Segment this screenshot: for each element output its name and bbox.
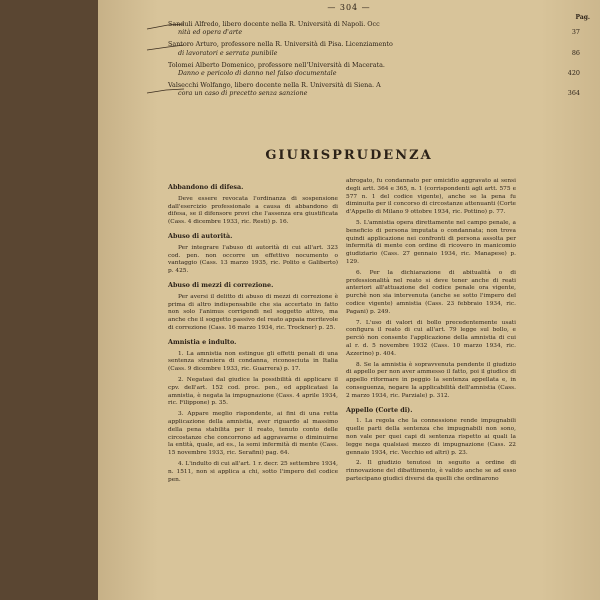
- subheading: Abuso di autorità.: [168, 231, 233, 240]
- right-column: [346, 178, 516, 487]
- paragraph: 6. Per la dichiarazione di abitualità o di professionalità nel reato si deve tener anche di reati anteriori all'attuazione del codice penale ora vigente, purchè non sia intervenuta (anche se sotto l'impero del codice vigente) amnistia (Cass. 23 febbraio 1934, ric. Pagani) p. 249.: [346, 269, 516, 315]
- index-page-ref: 86: [571, 48, 580, 57]
- author-index: [168, 20, 580, 102]
- paragraph: 2. Negatasi dal giudice la possibilità di applicare il cpv. dell'art. 152 cod. proc. pen., ed applicatasi la amnistia, è negata la impugnazione (Cass. 4 aprile 1934, ric. Filippone) p. 35.: [168, 376, 338, 407]
- paragraph: 5. L'amnistia opera direttamente nel campo penale, a beneficio di persona imputata o condannata; non trova quindi applicazione nei confronti di persona assolta per infermità di mente con ordine di ricovero in manicomio giudiziario (Cass. 27 gennaio 1934, ric. Manapese) p. 129.: [346, 219, 516, 265]
- left-column: [168, 178, 338, 487]
- index-page-ref: 37: [571, 28, 580, 37]
- index-entry: Santoro Arturo, professore nella R. Università di Pisa. Licenziamento di lavoratori e serrata punibile 86: [168, 40, 580, 56]
- paragraph: 3. Appare meglio rispondente, ai fini di una retta applicazione della amnistia, aver riguardo al massimo della pena stabilita per il reato, tenuto conto delle circostanze che concorrono ad aggravarne o diminuirne la entità, quale, ad es., la semi infermità di mente (Cass. 15 novembre 1933, ric. Serafini) pag. 64.: [168, 411, 338, 457]
- page-number: — 304 —: [327, 3, 371, 12]
- index-entry: Tolomei Alberto Domenico, professore nell'Università di Macerata. Danno e pericolo di danno nel falso documentale 420: [168, 60, 580, 78]
- pen-mark-icon: [146, 87, 186, 94]
- subheading: Amnistia e indulto.: [168, 337, 237, 346]
- paragraph: Per integrare l'abuso di autorità di cui all'art. 323 cod. pen. non occorre un effettivo nocumento o vantaggio (Cass. 13 marzo 1935, ric. Polito e Galiberto) p. 425.: [168, 244, 338, 275]
- index-page-ref: 420: [567, 69, 580, 78]
- paragraph: 8. Se la amnistia è sopravvenuta pendente il giudizio di appello per non aver ammesso il fatto, poi il giudice di appello riformare in peggio la sentenza appellata e, in conseguenza, negare la applicabilità dell'amnistia (Cass. 2 marzo 1934, ric. Parziale) p. 312.: [346, 361, 516, 399]
- paragraph: abrogato, fu condannato per omicidio aggravato ai sensi degli artt. 364 e 365, n. 1 (corrispondenti agli artt. 575 e 577 n. 1 del codice vigente), anche se la pena fu diminuita per il concorso di circostanze attenuanti (Corte d'Appello di Milano 9 ottobre 1934, ric. Pottino) p. 77.: [346, 178, 516, 216]
- paragraph: 7. L'uso di valori di bollo precedentemente usati configura il reato di cui all'art. 79 legge sul bollo, e perciò non consente l'applicazione della amnistia di cui al r. d. 5 novembre 1932 (Cass. 10 marzo 1934, ric. Azzerino) p. 404.: [346, 319, 516, 357]
- index-page-ref: 364: [567, 89, 580, 98]
- index-entry: Sanduli Alfredo, libero docente nella R. Università di Napoli. Occ nità ed opera d'arte 37: [168, 20, 580, 36]
- subheading: Appello (Corte di).: [346, 405, 413, 414]
- paragraph: 1. La regola che la connessione rende impugnabili quelle parti della sentenza che impugnabili non sono, non vale per quei capi di sentenza rispetto ai quali la legge nega qualsiasi mezzo di impugnazione (Cass. 22 gennaio 1934, ric. Vecchio ed altri) p. 23.: [346, 418, 516, 456]
- page-column-header: Pag.: [575, 14, 590, 21]
- section-heading: GIURISPRUDENZA: [265, 148, 433, 163]
- book-page: [98, 0, 600, 600]
- paragraph: 4. L'indulto di cui all'art. 1 r. decr. 25 settembre 1934, n. 1511, non si applica a chi, sotto l'impero del codice pen.: [168, 460, 338, 483]
- subheading: Abuso di mezzi di correzione.: [168, 280, 274, 289]
- paragraph: 1. La amnistia non estingue gli effetti penali di una sentenza straniera di condanna, riconosciuta in Italia (Cass. 9 dicembre 1933, ric. Guarrera) p. 17.: [168, 350, 338, 373]
- pen-mark-icon: [146, 23, 186, 30]
- paragraph: 2. Il giudizio tenutosi in seguito a ordine di rinnovazione del dibattimento, è valido anche se ad esso partecipano giudici diversi da quelli che ordinarono: [346, 460, 516, 482]
- paragraph: Deve essere revocata l'ordinanza di sospensione dall'esercizio professionale a causa di abbandono di difesa, se il difensore provi che l'assenza era giustificata (Cass. 4 dicembre 1933, ric. Resti) p. 16.: [168, 195, 338, 226]
- subheading: Abbandono di difesa.: [168, 183, 244, 191]
- index-entry: Valsecchi Wolfango, libero docente nella R. Università di Siena. A cora un caso di precetto senza sanzione 364: [168, 81, 580, 97]
- paragraph: Per aversi il delitto di abuso di mezzi di correzione è prima di altro indispensabile che sia accertato in fatto non solo l'animus corrigendi nel soggetto attivo, ma anche che il soggetto passivo del reato appaia meritevole di correzione (Cass. 16 marzo 1934, ric. Trockner) p. 25.: [168, 293, 338, 331]
- pen-mark-icon: [146, 44, 186, 51]
